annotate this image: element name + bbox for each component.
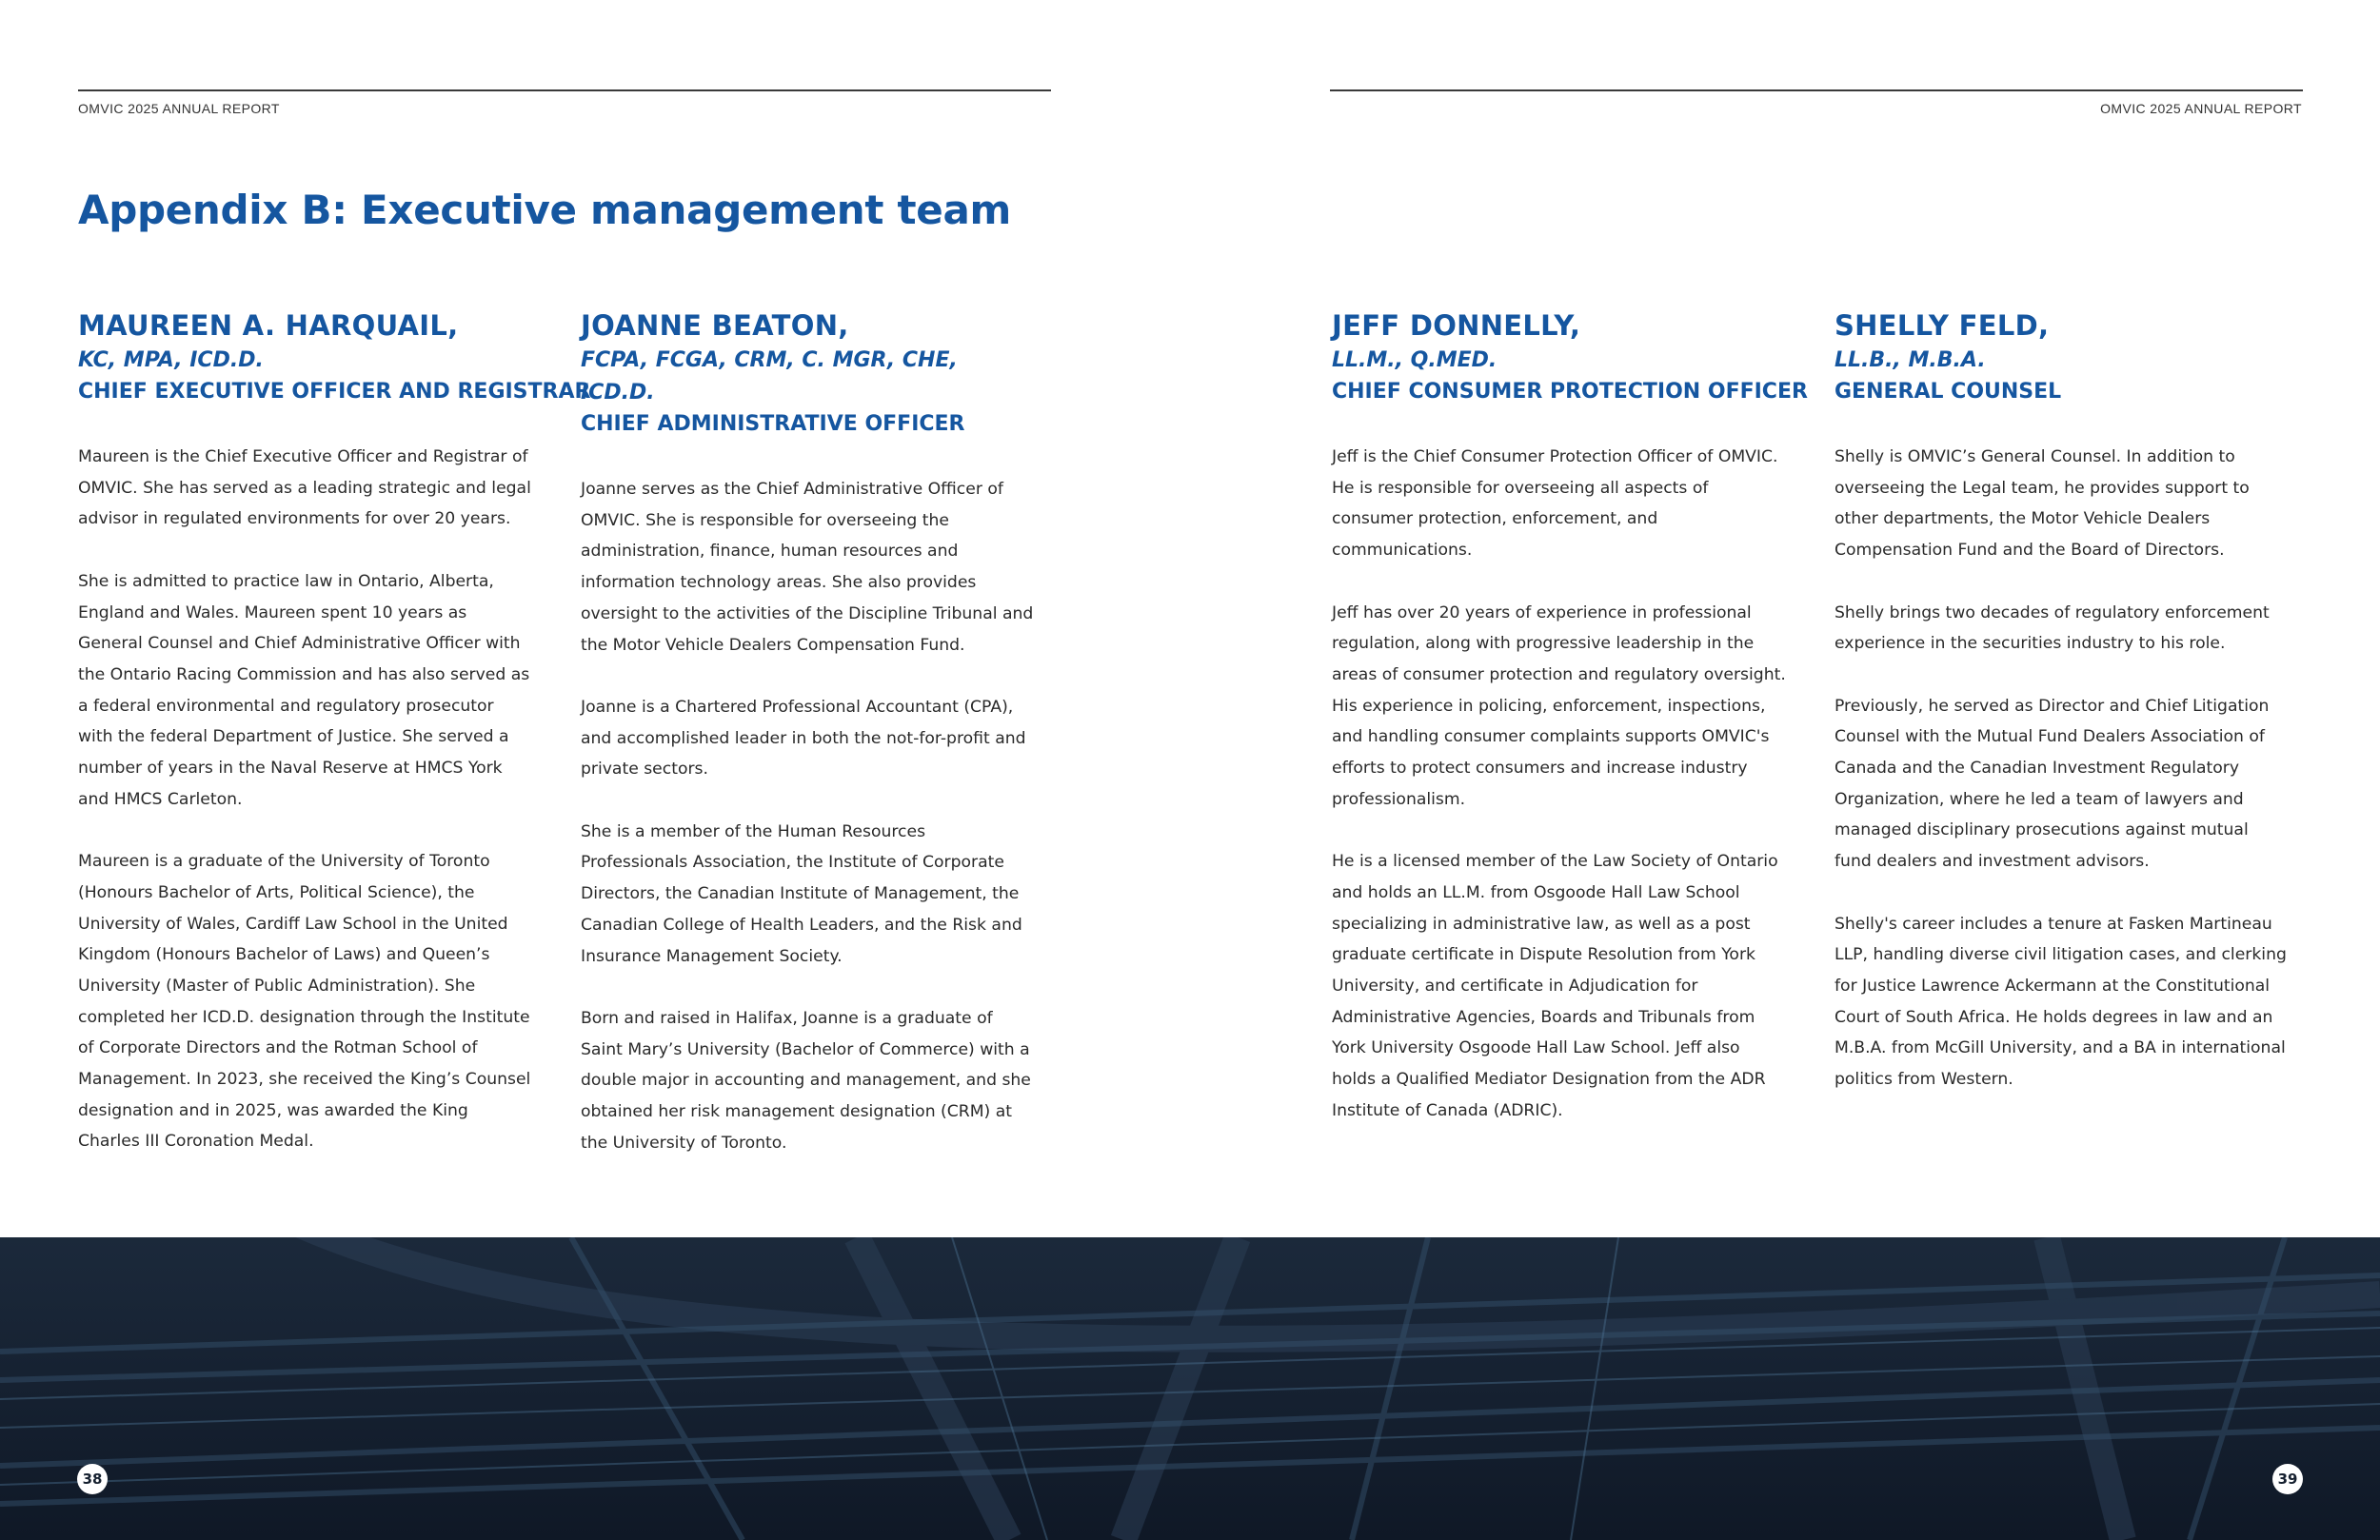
page-number-left: 38	[77, 1464, 108, 1494]
bio-paragraph: Maureen is the Chief Executive Officer and Registrar of OMVIC. She has served as a leading strategic and legal advisor in regulated environments for over 20 years.	[78, 447, 531, 529]
executive-role: GENERAL COUNSEL	[1835, 380, 2062, 404]
bio-paragraph: She is admitted to practice law in Ontario, Alberta, England and Wales. Maureen spent 10 years as General Counsel and Chief Administrative Officer with the Ontario Racing Commission and has also served as a federal environmental and regulatory prosecutor with the federal Department of Justice. She served a number of years in the Naval Reserve at HMCS York and HMCS Carleton.	[78, 571, 530, 809]
bio-paragraph: Previously, he served as Director and Chief Litigation Counsel with the Mutual Fund Dealers Association of Canada and the Canadian Investment Regulatory Organization, where he led a team of lawyers and managed disciplinary prosecutions against mutual fund dealers and investment advisors.	[1835, 696, 2270, 872]
executive-name: JEFF DONNELLY,	[1332, 309, 1581, 342]
bio-paragraph: Maureen is a graduate of the University of Toronto (Honours Bachelor of Arts, Political Science), the University of Wales, Cardiff Law School in the United Kingdom (Honours Bachelor of Laws) and Queen’s University (Master of Public Administration). She completed her ICD.D. designation through the Institute of Corporate Directors and the Rotman School of Management. In 2023, she received the King’s Counsel designation and in 2025, was awarded the King Charles III Coronation Medal.	[78, 852, 531, 1152]
header-rule-right	[1330, 89, 2303, 91]
executive-profile-beaton	[581, 306, 1036, 1190]
executive-credentials: FCPA, FCGA, CRM, C. MGR, CHE, ICD.D.	[581, 348, 958, 405]
bio-paragraph: Born and raised in Halifax, Joanne is a graduate of Saint Mary’s University (Bachelor of Commerce) with a double major in accounting and management, and she obtained her risk management designation (CRM) at the University of Toronto.	[581, 1008, 1031, 1153]
executive-role: CHIEF CONSUMER PROTECTION OFFICER	[1332, 380, 1808, 404]
bio-paragraph: Shelly is OMVIC’s General Counsel. In addition to overseeing the Legal team, he provides support to other departments, the Motor Vehicle Dealers Compensation Fund and the Board of Directors.	[1835, 447, 2250, 561]
bio-paragraph: Jeff is the Chief Consumer Protection Officer of OMVIC. He is responsible for overseeing all aspects of consumer protection, enforcement, and communications.	[1332, 447, 1778, 561]
executive-role: CHIEF ADMINISTRATIVE OFFICER	[581, 412, 965, 436]
executive-credentials: LL.B., M.B.A.	[1835, 348, 1986, 372]
executive-role: CHIEF EXECUTIVE OFFICER AND REGISTRAR	[78, 380, 591, 404]
executive-credentials: KC, MPA, ICD.D.	[78, 348, 264, 372]
page-title: Appendix B: Executive management team	[78, 187, 1011, 233]
executive-name: MAUREEN A. HARQUAIL,	[78, 309, 459, 342]
executive-bio	[1835, 442, 2290, 1096]
header-rule-left	[78, 89, 1051, 91]
running-head-right: OMVIC 2025 ANNUAL REPORT	[2100, 101, 2302, 116]
running-head-left: OMVIC 2025 ANNUAL REPORT	[78, 101, 280, 116]
bio-paragraph: Jeff has over 20 years of experience in professional regulation, along with progressive leadership in the areas of consumer protection and regulatory oversight. His experience in policing, enforcement, inspections, and handling consumer complaints supports OMVIC's efforts to protect consumers and increase industry professionalism.	[1332, 602, 1786, 809]
bio-paragraph: Shelly brings two decades of regulatory enforcement experience in the securities industry to his role.	[1835, 602, 2270, 654]
executive-profile-donnelly	[1332, 306, 1808, 1157]
bio-paragraph: Joanne is a Chartered Professional Accountant (CPA), and accomplished leader in both the not-for-profit and private sectors.	[581, 697, 1026, 780]
bio-paragraph: Shelly's career includes a tenure at Fasken Martineau LLP, handling diverse civil litigation cases, and clerking for Justice Lawrence Ackermann at the Constitutional Court of South Africa. He holds degrees in law and an M.B.A. from McGill University, and a BA in international politics from Western.	[1835, 914, 2287, 1090]
executive-bio	[581, 474, 1036, 1158]
executive-profile-harquail	[78, 306, 591, 1189]
highway-interchange-image	[0, 1237, 2380, 1540]
executive-bio	[78, 442, 533, 1157]
bio-paragraph: She is a member of the Human Resources Professionals Association, the Institute of Corporate Directors, the Canadian Institute of Management, the Canadian College of Health Leaders, and the Risk and Insurance Management Society.	[581, 821, 1022, 966]
footer-highway-photo	[0, 1237, 2380, 1540]
executive-name: SHELLY FELD,	[1835, 309, 2050, 342]
executive-name: JOANNE BEATON,	[581, 309, 849, 342]
executive-profile-feld	[1835, 306, 2290, 1126]
executive-credentials: LL.M., Q.MED.	[1332, 348, 1497, 372]
bio-paragraph: Joanne serves as the Chief Administrative Officer of OMVIC. She is responsible for overseeing the administration, finance, human resources and information technology areas. She also provides oversight to the activities of the Discipline Tribunal and the Motor Vehicle Dealers Compensation Fund.	[581, 480, 1034, 655]
bio-paragraph: He is a licensed member of the Law Society of Ontario and holds an LL.M. from Osgoode Hall Law School specializing in administrative law, as well as a post graduate certificate in Dispute Resolution from York University, and certificate in Adjudication for Administrative Agencies, Boards and Tribunals from York University Osgoode Hall Law School. Jeff also holds a Qualified Mediator Designation from the ADR Institute of Canada (ADRIC).	[1332, 852, 1778, 1120]
page-number-right: 39	[2272, 1464, 2303, 1494]
executive-bio	[1332, 442, 1787, 1126]
